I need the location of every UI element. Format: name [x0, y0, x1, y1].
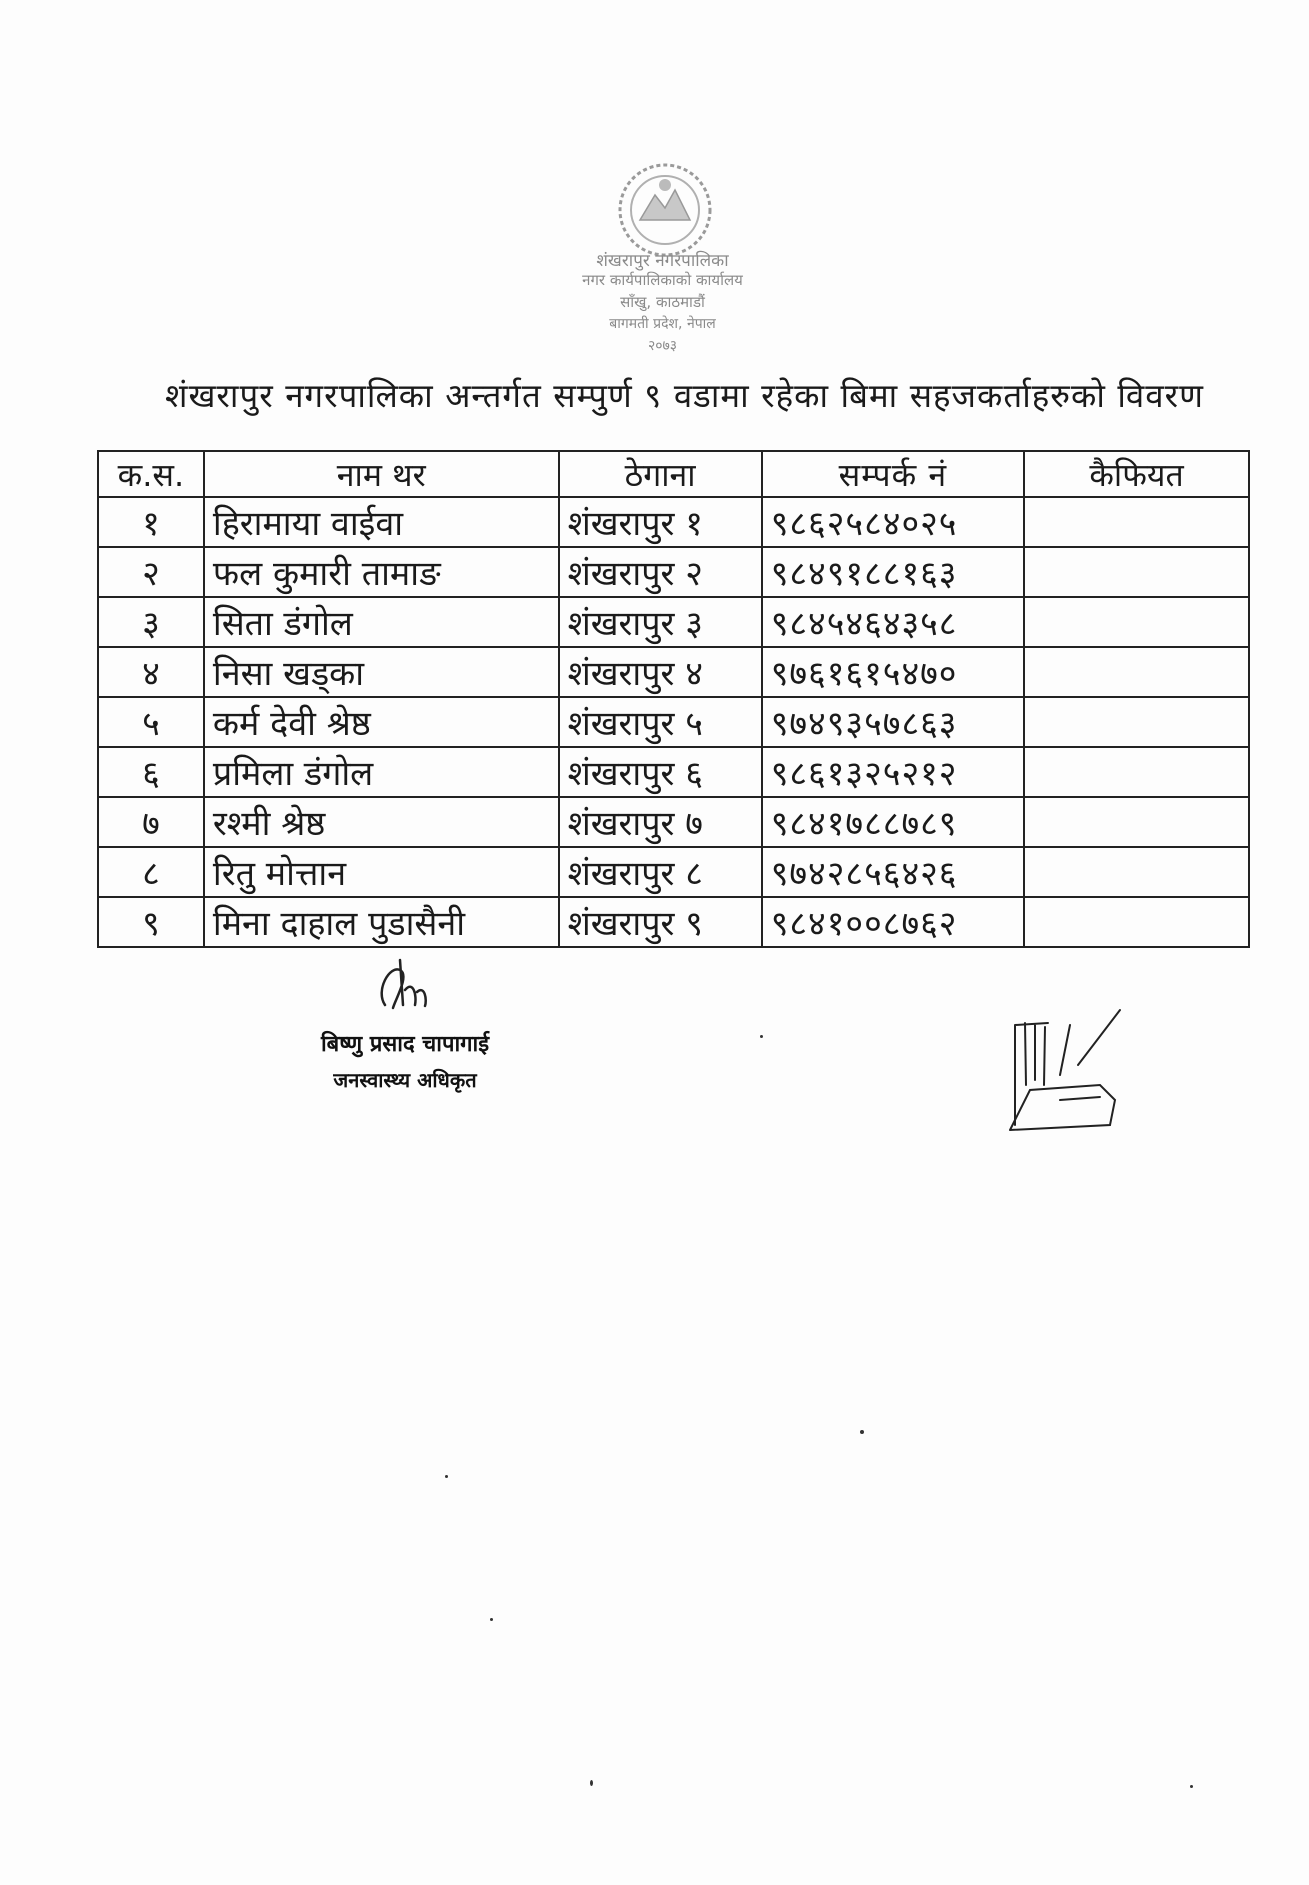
cell-contact: ९८४१००८७६२ — [762, 897, 1024, 947]
page-title: शंखरापुर नगरपालिका अन्तर्गत सम्पुर्ण ९ वडामा रहेका बिमा सहजकर्ताहरुको विवरण — [165, 376, 1204, 415]
cell-contact: ९८४९१८८१६३ — [762, 547, 1024, 597]
signatory-designation: जनस्वास्थ्य अधिकृत — [333, 1068, 477, 1092]
cell-contact: ९८६२५८४०२५ — [762, 497, 1024, 547]
header-address: ठेगाना — [559, 451, 762, 497]
cell-contact: ९७४२८५६४२६ — [762, 847, 1024, 897]
facilitator-table — [97, 450, 1250, 948]
cell-remarks — [1024, 597, 1249, 647]
cell-remarks — [1024, 897, 1249, 947]
cell-sn: ६ — [98, 747, 204, 797]
cell-remarks — [1024, 847, 1249, 897]
cell-contact: ९८६१३२५२१२ — [762, 747, 1024, 797]
table-row — [98, 497, 1249, 547]
speck — [590, 1780, 593, 1786]
cell-sn: ८ — [98, 847, 204, 897]
cell-name: मिना दाहाल पुडासैनी — [204, 897, 559, 947]
table-row — [98, 597, 1249, 647]
cell-sn: ५ — [98, 697, 204, 747]
cell-name: कर्म देवी श्रेष्ठ — [204, 697, 559, 747]
cell-name: निसा खड्का — [204, 647, 559, 697]
cell-name: सिता डंगोल — [204, 597, 559, 647]
cell-address: शंखरापुर ७ — [559, 797, 762, 847]
seal-line1: नगर कार्यपालिकाको कार्यालय — [582, 271, 743, 289]
cell-address: शंखरापुर २ — [559, 547, 762, 597]
speck — [860, 1430, 864, 1434]
seal-ring-text: शंखरापुर नगरपालिका — [596, 251, 729, 271]
cell-remarks — [1024, 697, 1249, 747]
seal-line2: साँखु, काठमाडौं — [620, 293, 705, 311]
table-row — [98, 697, 1249, 747]
table-row — [98, 897, 1249, 947]
speck — [760, 1035, 763, 1038]
header-name: नाम थर — [204, 451, 559, 497]
table-row — [98, 797, 1249, 847]
second-signature-icon — [1000, 1005, 1140, 1140]
table-row — [98, 747, 1249, 797]
header-sn: क.स. — [98, 451, 204, 497]
cell-address: शंखरापुर ३ — [559, 597, 762, 647]
cell-contact: ९८४५४६४३५८ — [762, 597, 1024, 647]
cell-address: शंखरापुर ६ — [559, 747, 762, 797]
cell-sn: ७ — [98, 797, 204, 847]
cell-name: हिरामाया वाईवा — [204, 497, 559, 547]
cell-sn: ९ — [98, 897, 204, 947]
speck — [490, 1618, 493, 1621]
seal-line3: बागमती प्रदेश, नेपाल — [609, 316, 716, 332]
seal-year: २०७३ — [647, 338, 678, 354]
cell-name: रितु मोत्तान — [204, 847, 559, 897]
table-row — [98, 647, 1249, 697]
cell-name: प्रमिला डंगोल — [204, 747, 559, 797]
cell-sn: ४ — [98, 647, 204, 697]
cell-contact: ९७६१६१५४७० — [762, 647, 1024, 697]
cell-remarks — [1024, 797, 1249, 847]
cell-address: शंखरापुर ९ — [559, 897, 762, 947]
cell-sn: १ — [98, 497, 204, 547]
cell-address: शंखरापुर ५ — [559, 697, 762, 747]
handwritten-signature-icon — [355, 950, 455, 1020]
cell-remarks — [1024, 547, 1249, 597]
table-header-row — [98, 451, 1249, 497]
cell-contact: ९७४९३५७८६३ — [762, 697, 1024, 747]
cell-sn: २ — [98, 547, 204, 597]
cell-remarks — [1024, 747, 1249, 797]
cell-name: फल कुमारी तामाङ — [204, 547, 559, 597]
cell-remarks — [1024, 647, 1249, 697]
cell-name: रश्मी श्रेष्ठ — [204, 797, 559, 847]
table-row — [98, 847, 1249, 897]
header-remarks: कैफियत — [1024, 451, 1249, 497]
cell-contact: ९८४१७८८७८९ — [762, 797, 1024, 847]
signature-block — [275, 950, 535, 1093]
municipality-seal — [545, 150, 780, 390]
table-row — [98, 547, 1249, 597]
cell-remarks — [1024, 497, 1249, 547]
cell-address: शंखरापुर ४ — [559, 647, 762, 697]
cell-address: शंखरापुर ८ — [559, 847, 762, 897]
header-contact: सम्पर्क नं — [762, 451, 1024, 497]
speck — [445, 1475, 448, 1478]
cell-address: शंखरापुर १ — [559, 497, 762, 547]
cell-sn: ३ — [98, 597, 204, 647]
speck — [1190, 1785, 1193, 1788]
signatory-name: बिष्णु प्रसाद चापागाई — [320, 1032, 490, 1057]
